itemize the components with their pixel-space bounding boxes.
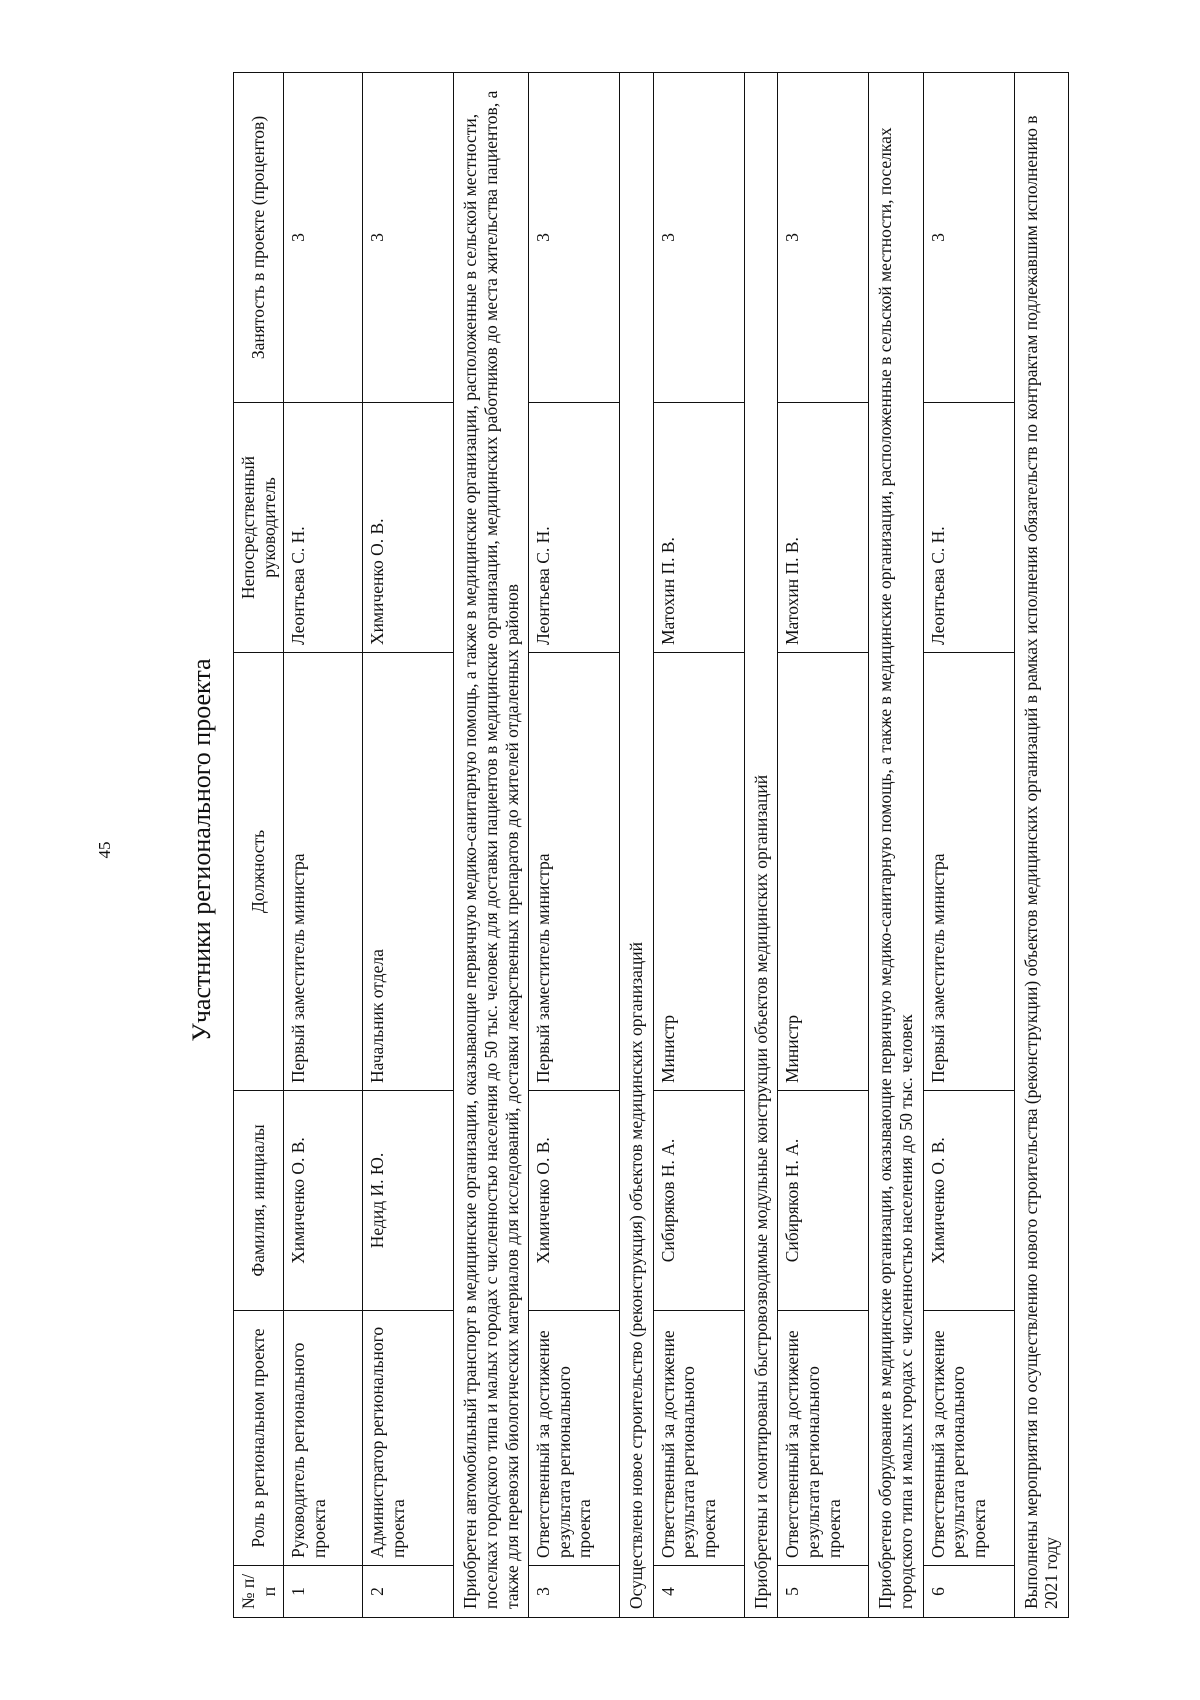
table-row (529, 73, 620, 1618)
cell-name: Сибиряков Н. А. (778, 1091, 869, 1311)
cell-role: Ответственный за достижение результата регионального проекта (529, 1311, 620, 1566)
cell-position: Первый заместитель министра (923, 653, 1014, 1091)
table-row (363, 73, 454, 1618)
cell-role: Администратор регионального проекта (363, 1311, 454, 1566)
cell-percent: 3 (653, 73, 744, 403)
header-name: Фамилия, инициалы (234, 1091, 284, 1311)
cell-num: 1 (284, 1566, 363, 1618)
participants-table (233, 72, 1069, 1618)
header-manager: Непосредственный руководитель (234, 403, 284, 653)
cell-percent: 3 (284, 73, 363, 403)
cell-position: Министр (653, 653, 744, 1091)
header-role: Роль в региональном проекте (234, 1311, 284, 1566)
section-row (454, 73, 529, 1618)
cell-position: Министр (778, 653, 869, 1091)
cell-role: Ответственный за достижение результата регионального проекта (778, 1311, 869, 1566)
header-percent: Занятость в проекте (процентов) (234, 73, 284, 403)
cell-position: Первый заместитель министра (529, 653, 620, 1091)
cell-percent: 3 (778, 73, 869, 403)
cell-name: Недид И. Ю. (363, 1091, 454, 1311)
table-row (653, 73, 744, 1618)
cell-manager: Химиченко О. В. (363, 403, 454, 653)
cell-num: 6 (923, 1566, 1014, 1618)
table-header-row (234, 73, 284, 1618)
section-title: Приобретено оборудование в медицинские организации, оказывающие первичную медико-санитарную помощь, а также в медицинские организации, расположенные в сельской местности, поселках городского типа и малых городах с численностью населения до 50 тыс. человек (869, 73, 923, 1618)
rotated-page (95, 60, 1135, 1640)
cell-num: 3 (529, 1566, 620, 1618)
cell-percent: 3 (923, 73, 1014, 403)
section-row (620, 73, 654, 1618)
cell-role: Ответственный за достижение результата регионального проекта (653, 1311, 744, 1566)
header-position: Должность (234, 653, 284, 1091)
table-row (284, 73, 363, 1618)
section-title: Выполнены мероприятия по осуществлению нового строительства (реконструкции) объектов медицинских организаций в рамках исполнения обязательств по контрактам подлежавшим исполнению в 2021 году (1014, 73, 1068, 1618)
cell-manager: Леонтьева С. Н. (284, 403, 363, 653)
header-num: № п/п (234, 1566, 284, 1618)
cell-position: Начальник отдела (363, 653, 454, 1091)
section-row (1014, 73, 1068, 1618)
cell-manager: Леонтьева С. Н. (529, 403, 620, 653)
cell-role: Руководитель регионального проекта (284, 1311, 363, 1566)
cell-manager: Леонтьева С. Н. (923, 403, 1014, 653)
section-title: Осуществлено новое строительство (реконструкция) объектов медицинских организаций (620, 73, 654, 1618)
page-title: Участники регионального проекта (187, 658, 216, 1042)
cell-percent: 3 (529, 73, 620, 403)
cell-num: 4 (653, 1566, 744, 1618)
page-number: 45 (95, 841, 114, 859)
cell-name: Химиченко О. В. (923, 1091, 1014, 1311)
cell-num: 5 (778, 1566, 869, 1618)
section-title: Приобретены и смонтированы быстровозводимые модульные конструкции объектов медицинских организаций (744, 73, 778, 1618)
table-row (923, 73, 1014, 1618)
cell-num: 2 (363, 1566, 454, 1618)
section-title: Приобретен автомобильный транспорт в медицинские организации, оказывающие первичную медико-санитарную помощь, а также в медицинские организации, расположенные в сельской местности, поселках городского типа и малых городах с численностью населения до 50 тыс. человек для доставки пациентов в медицинские организации, медицинских работников до места жительства пациентов, а также для перевозки биологических материалов для исследований, доставки лекарственных препаратов до жителей отдаленных районов (454, 73, 529, 1618)
table-row (778, 73, 869, 1618)
cell-name: Химиченко О. В. (284, 1091, 363, 1311)
cell-manager: Матохин П. В. (778, 403, 869, 653)
cell-name: Химиченко О. В. (529, 1091, 620, 1311)
cell-name: Сибиряков Н. А. (653, 1091, 744, 1311)
cell-manager: Матохин П. В. (653, 403, 744, 653)
cell-role: Ответственный за достижение результата регионального проекта (923, 1311, 1014, 1566)
section-row (744, 73, 778, 1618)
section-row (869, 73, 923, 1618)
cell-position: Первый заместитель министра (284, 653, 363, 1091)
cell-percent: 3 (363, 73, 454, 403)
